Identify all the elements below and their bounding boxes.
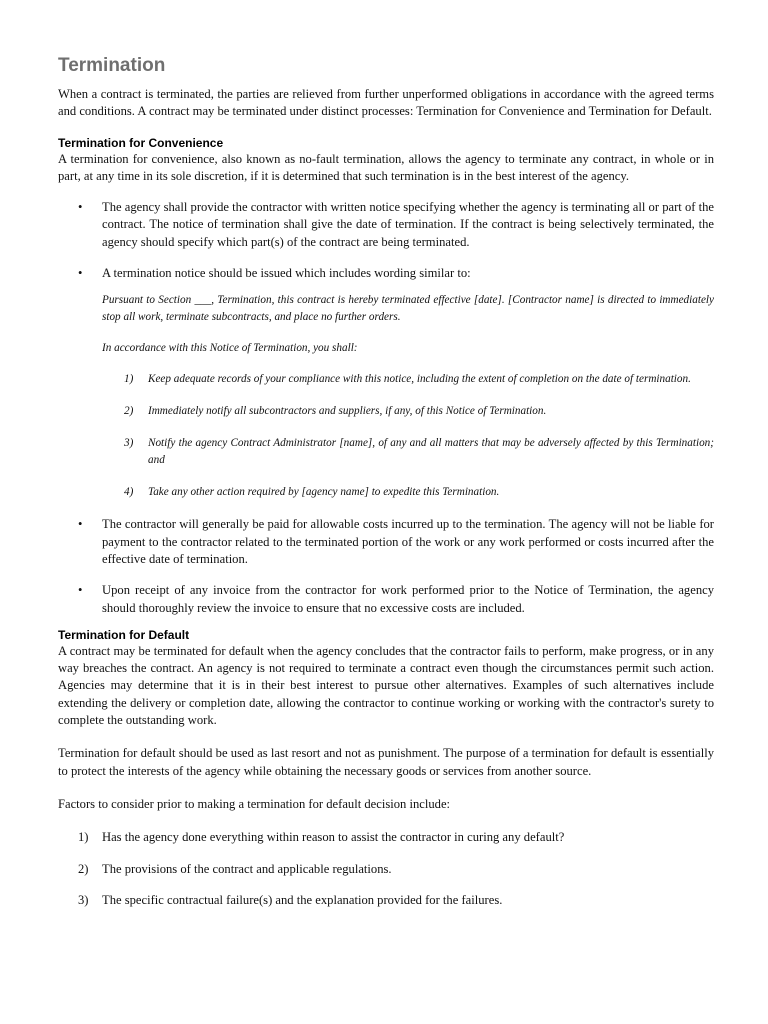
list-item xyxy=(58,199,714,251)
default-heading: Termination for Default xyxy=(58,627,190,642)
step-number: 4) xyxy=(124,486,134,499)
list-item xyxy=(58,265,714,282)
list-item xyxy=(58,861,714,878)
step-text: Immediately notify all subcontractors and suppliers, if any, of this Notice of Termination. xyxy=(148,405,547,418)
convenience-bullet-list-continued xyxy=(58,516,714,616)
convenience-bullet-list xyxy=(58,199,714,282)
sample-notice xyxy=(58,292,714,371)
default-paragraph-3: Factors to consider prior to making a termination for default decision include: xyxy=(58,796,451,811)
step-number: 2) xyxy=(124,405,134,418)
step-text: Notify the agency Contract Administrator [name], of any and all matters that may be adversely affected by this Termination; and xyxy=(148,437,714,467)
default-paragraph-2: Termination for default should be used as last resort and not as punishment. The purpose of a termination for default is essentially to protect the interests of the agency while obtaining the necessary goods or services from another source. xyxy=(58,746,714,778)
step-text: Take any other action required by [agency name] to expedite this Termination. xyxy=(148,486,500,499)
bullet-icon: • xyxy=(78,200,83,215)
list-item xyxy=(124,371,714,388)
list-item-text: The contractor will generally be paid for allowable costs incurred up to the termination. The agency will not be liable for payment to the contractor related to the terminated portion of the work or any work performed or costs incurred after the effective date of termination. xyxy=(102,517,714,566)
factor-text: The specific contractual failure(s) and the explanation provided for the failures. xyxy=(102,892,503,907)
list-item-text: Upon receipt of any invoice from the contractor for work performed prior to the Notice of Termination, the agency should thoroughly review the invoice to ensure that no excessive costs are included. xyxy=(102,583,714,615)
step-text: Keep adequate records of your compliance with this notice, including the extent of completion on the date of termination. xyxy=(148,373,691,386)
list-item xyxy=(124,403,714,420)
factor-text: The provisions of the contract and applicable regulations. xyxy=(102,861,392,876)
list-item xyxy=(124,484,714,501)
list-item-text: The agency shall provide the contractor with written notice specifying whether the agency is terminating all or part of the contract. The notice of termination shall give the date of termination. If the contract is being selectively terminated, the agency should specify which part(s) of the contract are being terminated. xyxy=(102,200,714,249)
factor-number: 2) xyxy=(78,861,89,876)
notice-steps-list xyxy=(58,371,714,501)
step-number: 1) xyxy=(124,373,134,386)
convenience-heading: Termination for Convenience xyxy=(58,135,224,150)
default-paragraph-1: A contract may be terminated for default when the agency concludes that the contractor fails to perform, make progress, or in any way breaches the contract. An agency is not required to terminate a contract even though the circumstances permit such action. Agencies may determine that it is in their best interest to pursue other alternatives. Examples of such alternatives include extending the delivery or completion date, allowing the contractor to continue working or working with the contractor's surety to complete the outstanding work. xyxy=(58,643,714,728)
list-item xyxy=(124,435,714,469)
bullet-icon: • xyxy=(78,583,83,598)
bullet-icon: • xyxy=(78,266,83,281)
default-factors-list xyxy=(58,829,714,909)
list-item xyxy=(58,829,714,846)
list-item xyxy=(58,892,714,909)
factor-number: 3) xyxy=(78,892,89,907)
notice-sample-text: Pursuant to Section ___, Termination, this contract is hereby terminated effective [date]. [Contractor name] is directed to immediately stop all work, terminate subcontracts, and place no further orders. xyxy=(102,294,714,324)
list-item-text: A termination notice should be issued which includes wording similar to: xyxy=(102,266,471,281)
factor-number: 1) xyxy=(78,830,89,845)
step-number: 3) xyxy=(124,437,134,450)
list-item xyxy=(58,582,714,617)
intro-paragraph: When a contract is terminated, the parties are relieved from further unperformed obligations in accordance with the agreed terms and conditions. A contract may be terminated under distinct processes: Termination for Convenience and Termination for Default. xyxy=(58,87,714,119)
list-item xyxy=(58,516,714,568)
notice-lead-text: In accordance with this Notice of Termination, you shall: xyxy=(102,342,358,355)
bullet-icon: • xyxy=(78,517,83,532)
factor-text: Has the agency done everything within reason to assist the contractor in curing any default? xyxy=(102,830,565,845)
page-title: Termination xyxy=(58,55,166,76)
convenience-paragraph: A termination for convenience, also known as no-fault termination, allows the agency to terminate any contract, in whole or in part, at any time in its sole discretion, if it is determined that such termination is in the best interest of the agency. xyxy=(58,151,714,183)
